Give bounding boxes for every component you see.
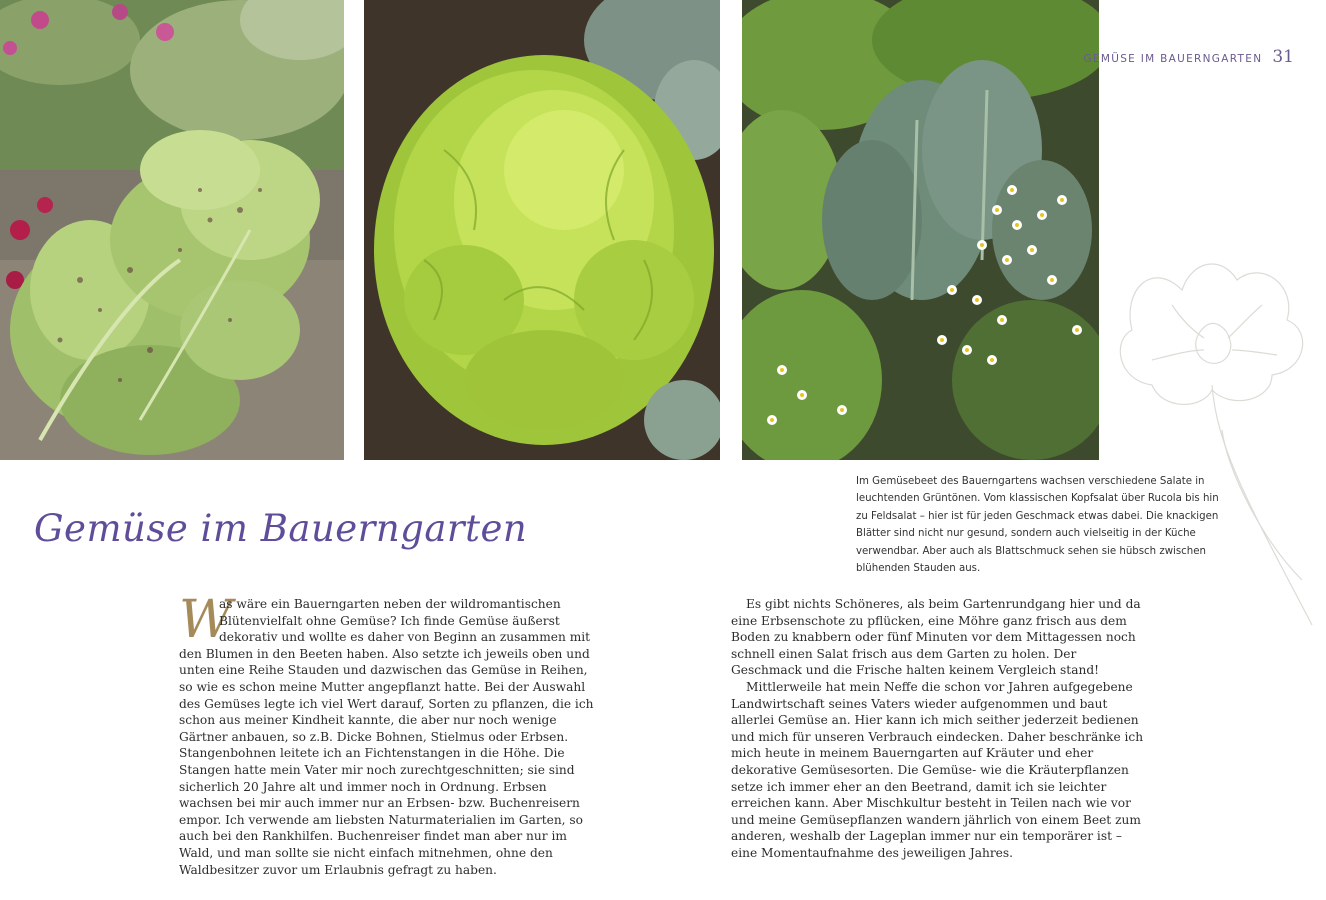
body-column-right — [731, 596, 1149, 862]
body-column-left — [179, 590, 597, 878]
body-paragraph: Mittlerweile hat mein Neffe die schon vor Jahren aufgegebene Landwirtschaft seines Vaters wieder aufgenommen und baut allerlei Gemüse an. Hier kann ich mich seither jederzeit bedienen und mich für unseren Verbrauch eindecken. Daher beschränke ich mich heute in meinem Bauerngarten auf Kräuter und eher dekorative Gemüsesorten. Die Gemüse- wie die Kräuterpflanzen setze ich immer eher an den Beetrand, damit ich sie leichter erreichen kann. Aber Mischkultur besteht in Teilen nach wie vor und meine Gemüsepflanzen wandern jährlich von einem Beet zum anderen, weshalb der Lageplan immer nur ein temporärer ist – eine Momentaufnahme des jeweiligen Jahres. — [731, 679, 1144, 860]
body-paragraph: Es gibt nichts Schöneres, als beim Gartenrundgang hier und da eine Erbsenschote zu pflücken, eine Möhre ganz frisch aus dem Boden zu knabbern oder fünf Minuten vor dem Mittagessen noch schnell einen Salat frisch aus dem Garten zu holen. Der Geschmack und die Frische halten keinem Vergleich stand! — [731, 597, 1141, 678]
page-number: 31 — [1272, 47, 1294, 67]
running-head-title: GEMÜSE IM BAUERNGARTEN — [1083, 53, 1263, 65]
green-oakleaf-lettuce-photo — [364, 0, 720, 460]
radicchio-lettuce-photo — [0, 0, 344, 460]
body-paragraph — [179, 590, 597, 878]
paragraph-text: as wäre ein Bauerngarten neben der wildromantischen Blütenvielfalt ohne Gemüse? Ich finde Gemüse äußerst dekorativ und wollte es daher von Beginn an zusammen mit den Blumen in den Beeten haben. Also setzte ich jeweils oben und unten eine Reihe Stauden und dazwischen das Gemüse in Reihen, so wie es schon meine Mutter angepflanzt hatte. Bei der Auswahl des Gemüses legte ich viel Wert darauf, Sorten zu pflanzen, die ich schon aus meiner Kindheit kannte, die aber nur noch wenige Gärtner anbauen, so z.B. Dicke Bohnen, Stielmus oder Erbsen. Stangenbohnen leitete ich an Fichtenstangen in die Höhe. Die Stangen hatte mein Vater mir noch zurechtgeschnitten; sie sind sicherlich 20 Jahre alt und immer noch in Ordnung. Erbsen wachsen bei mir auch immer nur an Erbsen- bzw. Buchenreisern empor. Ich verwende am liebsten Naturmaterialien im Garten, so auch bei den Rankhilfen. Buchenreiser findet man aber nur im Wald, und man sollte sie nicht einfach mitnehmen, ohne den Waldbesitzer zuvor um Erlaubnis gefragt zu haben. — [179, 597, 594, 877]
page-title: Gemüse im Bauerngarten — [34, 507, 528, 550]
kale-and-chamomile-photo — [742, 0, 1099, 460]
running-head — [1084, 47, 1295, 67]
dropcap: W — [179, 590, 233, 650]
photo-caption: Im Gemüsebeet des Bauerngartens wachsen verschiedene Salate in leuchtenden Grüntönen. Vom klassischen Kopfsalat über Rucola bis hin zu Feldsalat – hier ist für jeden Geschmack etwas dabei. Die knackigen Blätter sind nicht nur gesund, sondern auch vielseitig in der Küche verwendbar. Aber auch als Blattschmuck sehen sie hübsch zwischen blühenden Stauden aus. — [856, 476, 1219, 575]
